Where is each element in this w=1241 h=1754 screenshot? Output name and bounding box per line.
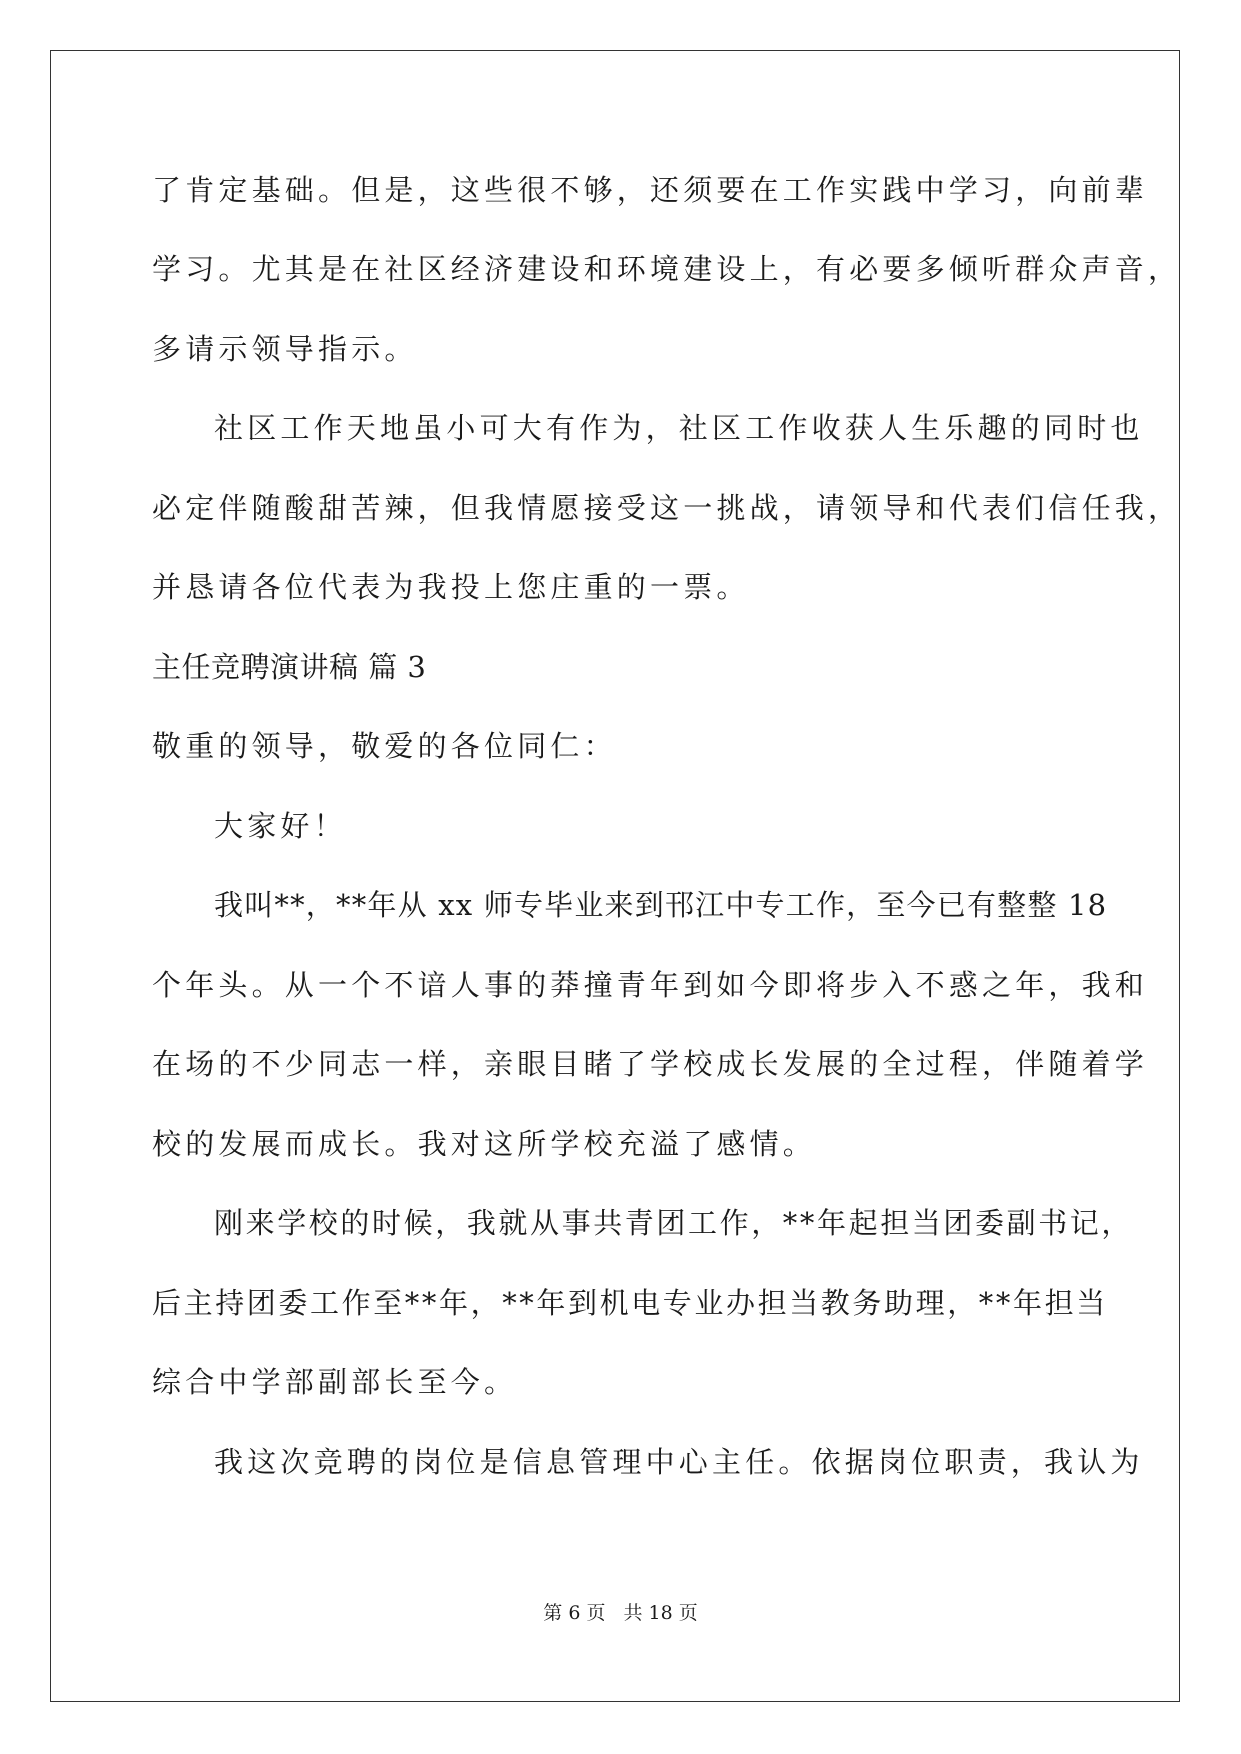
text-line: 后主持团委工作至**年，**年到机电专业办担当教务助理，**年担当: [152, 1286, 1108, 1320]
text-line: 必定伴随酸甜苦辣，但我情愿接受这一挑战，请领导和代表们信任我，: [152, 491, 1182, 525]
salutation: 敬重的领导，敬爱的各位同仁：: [152, 729, 617, 763]
text-line: 在场的不少同志一样，亲眼目睹了学校成长发展的全过程，伴随着学: [152, 1047, 1149, 1081]
text-line: 校的发展而成长。我对这所学校充溢了感情。: [152, 1127, 817, 1161]
text-line: 个年头。从一个不谙人事的莽撞青年到如今即将步入不惑之年，我和: [152, 968, 1149, 1002]
total-pages: 共 18 页: [623, 1602, 698, 1624]
text-line: 我叫**，**年从 xx 师专毕业来到邗江中专工作，至今已有整整 18: [214, 888, 1108, 922]
page-footer: [0, 1600, 1241, 1626]
text-line: 多请示领导指示。: [152, 332, 418, 366]
text-line: 我这次竞聘的岗位是信息管理中心主任。依据岗位职责，我认为: [214, 1445, 1144, 1479]
page-number: 第 6 页: [543, 1602, 606, 1624]
greeting: 大家好！: [214, 809, 347, 843]
text-line: 社区工作天地虽小可大有作为，社区工作收获人生乐趣的同时也: [214, 411, 1144, 445]
text-line: 刚来学校的时候，我就从事共青团工作，**年起担当团委副书记，: [214, 1206, 1134, 1240]
text-line: 综合中学部副部长至今。: [152, 1365, 518, 1399]
section-heading: 主任竞聘演讲稿 篇 3: [152, 650, 427, 684]
text-line: 并恳请各位代表为我投上您庄重的一票。: [152, 570, 750, 604]
text-line: 学习。尤其是在社区经济建设和环境建设上，有必要多倾听群众声音，: [152, 252, 1182, 286]
text-line: 了肯定基础。但是，这些很不够，还须要在工作实践中学习，向前辈: [152, 173, 1149, 207]
